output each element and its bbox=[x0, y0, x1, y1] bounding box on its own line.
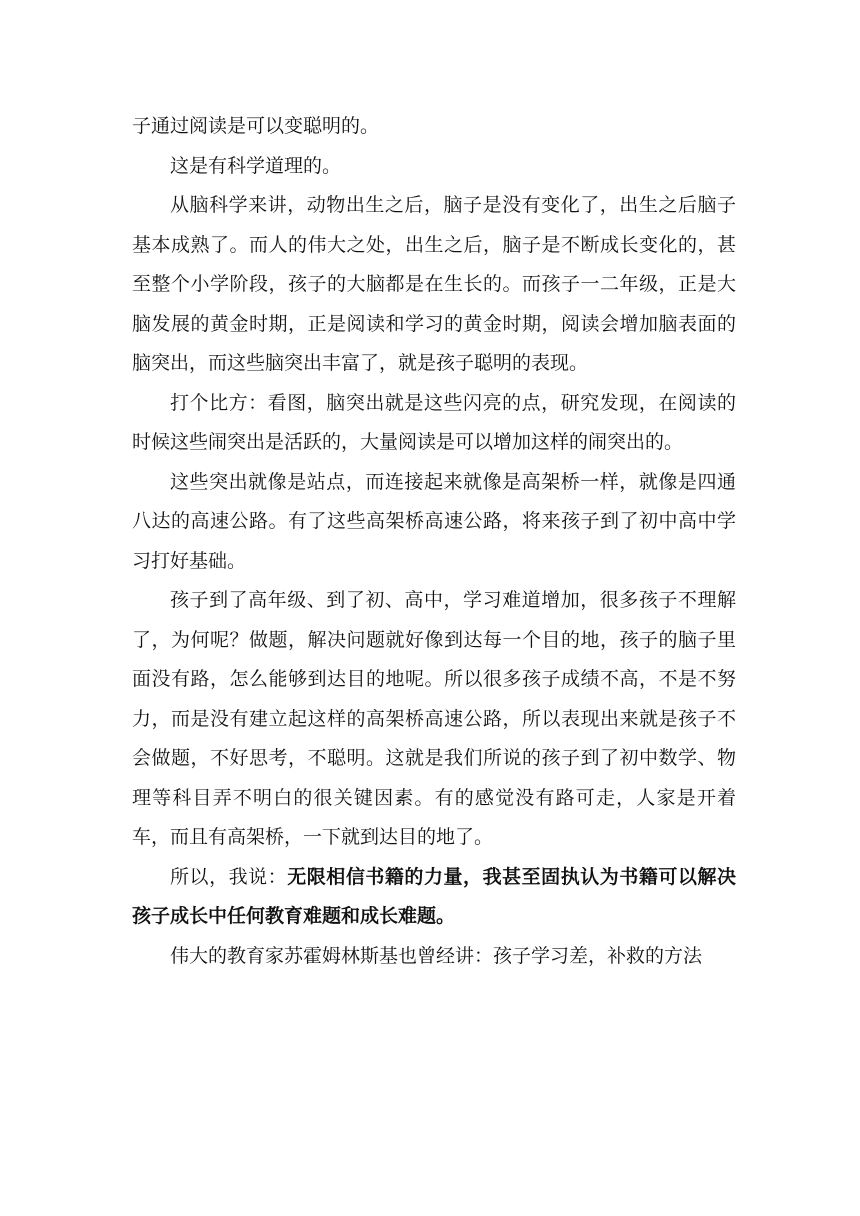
paragraph-sukhomlinsky: 伟大的教育家苏霍姆林斯基也曾经讲：孩子学习差，补救的方法 bbox=[170, 944, 703, 967]
paragraph-higher-grades: 孩子到了高年级、到了初、高中，学习难道增加，很多孩子不理解了，为何呢？做题，解决问题就好像到达每一个目的地，孩子的脑子里面没有路，怎么能够到达目的地呢。所以很多孩子成绩不高，不是不努力，而是没有建立起这样的高架桥高速公路，所以表现出来就是孩子不会做题，不好思考，不聪明。这就是我们所说的孩子到了初中数学、物理等科目弄不明白的很关键因素。有的感觉没有路可走，人家是开着车，而且有高架桥，一下就到达目的地了。 bbox=[132, 589, 736, 848]
paragraph-continuation: 子通过阅读是可以变聪明的。 bbox=[132, 115, 380, 137]
paragraph-book-power-emphasis: 无限相信书籍的力量，我甚至固执认为书籍可以解决孩子成长中任何教育难题和成长难题。 bbox=[132, 865, 736, 927]
paragraph-book-power bbox=[132, 858, 736, 937]
paragraph-book-power-prefix: 所以，我说： bbox=[170, 865, 288, 888]
paragraph-brain-science: 从脑科学来讲，动物出生之后，脑子是没有变化了，出生之后脑子基本成熟了。而人的伟大之处，出生之后，脑子是不断成长变化的，甚至整个小学阶段，孩子的大脑都是在生长的。而孩子一二年级，正是大脑发展的黄金时期，正是阅读和学习的黄金时期，阅读会增加脑表面的脑突出，而这些脑突出丰富了，就是孩子聪明的表现。 bbox=[132, 194, 736, 374]
paragraph-highway: 这些突出就像是站点，而连接起来就像是高架桥一样，就像是四通八达的高速公路。有了这些高架桥高速公路，将来孩子到了初中高中学习打好基础。 bbox=[132, 470, 736, 572]
paragraph-analogy: 打个比方：看图，脑突出就是这些闪亮的点，研究发现，在阅读的时候这些闹突出是活跃的，大量阅读是可以增加这样的闹突出的。 bbox=[132, 391, 736, 453]
document-body bbox=[132, 107, 736, 976]
paragraph-science-reason: 这是有科学道理的。 bbox=[170, 154, 342, 177]
